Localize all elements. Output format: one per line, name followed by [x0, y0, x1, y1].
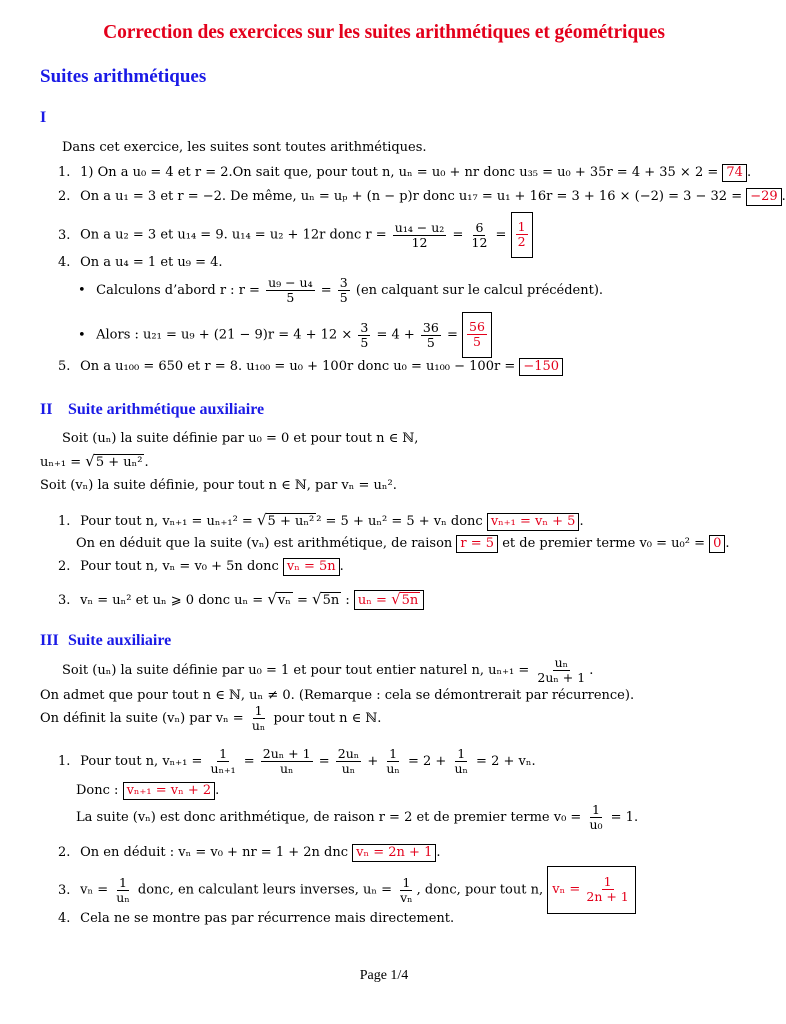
item-text: et de premier terme v₀ = u₀² = [502, 536, 705, 551]
item-text: + [367, 754, 379, 769]
denominator: 2uₙ + 1 [537, 670, 586, 685]
denominator: 5 [426, 334, 435, 350]
part-ii-label: II [40, 401, 53, 418]
item-number: 2. [58, 189, 71, 204]
part-ii-item-3 [58, 590, 424, 610]
part-ii-title: Suite arithmétique auxiliaire [68, 401, 265, 418]
part-iii-item-1-conclusion [76, 798, 638, 838]
numerator: 36 [422, 319, 439, 335]
bullet-icon: • [78, 327, 86, 343]
numerator: 1 [119, 874, 127, 890]
item-text: On a u₄ = 1 et u₉ = 4. [80, 255, 223, 270]
bullet-text: (en calquant sur le calcul précédent). [355, 283, 604, 298]
part-i-item-1: 1. 1) On a u₀ = 4 et r = 2.On sait que, pour tout n, uₙ = u₀ + nr donc u₃₅ = u₀ + 35r = 4 + 35 × 2 = 74 . [58, 165, 752, 180]
part-i-label: I [40, 109, 47, 126]
fraction [338, 276, 350, 305]
part-ii-intro-1: Soit (uₙ) la suite définie par u₀ = 0 et pour tout n ∈ ℕ, [62, 431, 419, 446]
numerator: 1 [517, 219, 526, 234]
intro-text: On définit la suite (vₙ) par vₙ = [40, 711, 244, 726]
answer-box: −29 [746, 188, 781, 206]
fraction [336, 747, 361, 776]
bullet-text: Alors : u₂₁ = u₉ + (21 − 9)r = 4 + 12 × [96, 327, 353, 343]
numerator: uₙ [554, 655, 569, 670]
denominator: 12 [411, 234, 428, 250]
part-iii-item-3 [58, 866, 636, 908]
answer-box [354, 590, 424, 610]
answer-box [511, 212, 533, 258]
numerator: u₁₄ − u₂ [394, 219, 445, 235]
denominator: 2n + 1 [586, 889, 629, 904]
fraction [587, 803, 604, 832]
part-iii-item-2: 2. On en déduit : vₙ = v₀ + nr = 1 + 2n dnc vₙ = 2n + 1 . [58, 845, 441, 860]
part-ii-heading [40, 401, 264, 419]
answer-box: vₙ = 2n + 1 [352, 844, 436, 862]
sqrt-icon: √ [312, 590, 322, 608]
numerator: 1 [254, 703, 263, 718]
denominator: 12 [471, 234, 488, 250]
answer-box: 74 [722, 164, 747, 182]
numerator: 3 [339, 275, 348, 290]
item-text: = [296, 593, 308, 608]
numerator: 1 [457, 746, 466, 761]
radicand: 5 + uₙ² [95, 455, 143, 470]
radicand: 5n [322, 593, 340, 608]
answer-text: vₙ = [552, 882, 581, 897]
intro-text: pour tout n ∈ ℕ. [273, 711, 382, 726]
section-title: Suites arithmétiques [40, 66, 207, 87]
bullet-text: Calculons d’abord r : r = [96, 283, 260, 298]
fraction [358, 321, 370, 350]
denominator: 5 [472, 334, 481, 349]
part-iii-intro-3 [40, 700, 381, 738]
radicand: vₙ [277, 593, 291, 608]
item-text: donc, en calculant leurs inverses, uₙ = [137, 882, 392, 898]
part-i-item-3: 3. On a u₂ = 3 et u₁₄ = 9. u₁₄ = u₂ + 12r donc r = $\frac{\text{u₁₄ − u₂}}{12}$ = $\frac{6}{12}$ = $\frac{1}{2}$ [58, 212, 533, 252]
numerator: 1 [603, 874, 612, 889]
bullet-text: = 4 + [376, 327, 415, 343]
item-text: = 1. [610, 810, 639, 825]
answer-box: vₙ₊₁ = vₙ + 2 [123, 782, 216, 800]
part-i-heading [40, 109, 46, 127]
denominator: vₙ [400, 889, 413, 905]
fraction [250, 704, 267, 733]
item-text: : [345, 593, 350, 608]
part-ii-item-1-line-2: On en déduit que la suite (vₙ) est arithmétique, de raison r = 5 et de premier terme v₀ = u₀² = 0 . [76, 536, 730, 551]
numerator: 1 [592, 802, 600, 817]
item-number: 4. [58, 911, 71, 926]
item-text: Pour tout n, vₙ = v₀ + 5n donc [80, 559, 279, 574]
sqrt-icon: √ [85, 452, 95, 470]
denominator: uₙ [341, 761, 356, 776]
answer-box: 0 [709, 535, 725, 553]
part-iii-item-1: 1. Pour tout n, vₙ₊₁ = $\frac{1}{\text{uₙ₊₁}}$ = $\frac{\text{2uₙ + 1}}{\text{uₙ}}$ = $\frac{\text{2uₙ}}{\text{uₙ}}$ + $\frac{1}{\text{uₙ}}$ = 2 + $\frac{1}{\text{uₙ}}$ = 2 + vₙ. [58, 742, 536, 782]
fraction [266, 276, 315, 305]
part-iii-item-1-donc: Donc : vₙ₊₁ = vₙ + 2 . [76, 783, 220, 798]
item-text: 1) On a u₀ = 4 et r = 2.On sait que, pour tout n, uₙ = u₀ + nr donc u₃₅ = u₀ + 35r = 4 + 35 × 2 = [80, 165, 719, 180]
numerator: 1 [389, 746, 398, 761]
fraction [452, 747, 469, 776]
numerator: 2uₙ [337, 746, 360, 761]
denominator: 2 [517, 234, 526, 249]
part-iii-item-4 [58, 911, 454, 927]
denominator: uₙ [279, 761, 294, 776]
item-number: 2. [58, 845, 71, 860]
item-number: 3. [58, 593, 71, 608]
numerator: 1 [219, 746, 228, 761]
part-i-item-4-bullet-2: • Alors : u₂₁ = u₉ + (21 − 9)r = 4 + 12 × $\frac{3}{5}$ = 4 + $\frac{36}{5}$ = $\frac{56}{5}$ [78, 312, 492, 352]
item-number: 3. [58, 227, 71, 243]
item-text: On en déduit que la suite (vₙ) est arithmétique, de raison [76, 536, 453, 551]
item-number: 1. [58, 165, 71, 180]
numerator: 56 [469, 319, 485, 334]
part-iii-title: Suite auxiliaire [68, 632, 172, 649]
item-text: = 2 + vₙ. [476, 754, 536, 769]
fraction [209, 747, 238, 776]
part-iii-intro-1: Soit (uₙ) la suite définie par u₀ = 1 et pour tout entier naturel n, uₙ₊₁ = $\frac{\text{uₙ}}{\text{2uₙ + 1}}$ . [62, 655, 594, 685]
denominator: 5 [339, 290, 348, 305]
fraction [384, 747, 401, 776]
item-text: On en déduit : vₙ = v₀ + nr = 1 + 2n dnc [80, 845, 348, 860]
item-text: Donc : [76, 783, 119, 798]
part-i-item-2: 2. On a u₁ = 3 et r = −2. De même, uₙ = uₚ + (n − p)r donc u₁₇ = u₁ + 16r = 3 + 16 × (−2) = 3 − 32 = −29 . [58, 189, 786, 204]
answer-text: uₙ = [357, 593, 387, 608]
denominator: uₙ [116, 889, 130, 905]
part-ii-intro-3: Soit (vₙ) la suite définie, pour tout n ∈ ℕ, par vₙ = uₙ². [40, 478, 397, 493]
item-text: On a u₂ = 3 et u₁₄ = 9. u₁₄ = u₂ + 12r donc r = [80, 227, 387, 243]
item-text: On a u₁ = 3 et r = −2. De même, uₙ = uₚ + (n − p)r donc u₁₇ = u₁ + 16r = 3 + 16 × (−2) = 3 − 32 = [80, 189, 743, 204]
numerator: u₉ − u₄ [268, 275, 313, 290]
radicand: 5 + uₙ² [267, 514, 315, 529]
item-number: 3. [58, 882, 71, 898]
item-text: vₙ = [80, 882, 109, 898]
item-number: 1. [58, 514, 71, 529]
part-ii-item-2: 2. Pour tout n, vₙ = v₀ + 5n donc vₙ = 5n . [58, 559, 344, 574]
document-title: Correction des exercices sur les suites arithmétiques et géométriques [103, 22, 665, 43]
sqrt-icon: √ [256, 511, 267, 529]
part-ii-item-1: 1. Pour tout n, vₙ₊₁ = uₙ₊₁² = √5 + uₙ² ² = 5 + uₙ² = 5 + vₙ donc vₙ₊₁ = vₙ + 5 . [58, 511, 584, 529]
item-number: 5. [58, 359, 71, 374]
item-text: Pour tout n, vₙ₊₁ = uₙ₊₁² = [80, 514, 253, 529]
intro-text: Soit (uₙ) la suite définie par u₀ = 1 et pour tout entier naturel n, uₙ₊₁ = [62, 663, 530, 678]
item-text: , donc, pour tout n, [416, 882, 544, 898]
answer-box: r = 5 [456, 535, 498, 553]
denominator: 5 [286, 290, 295, 305]
numerator: 1 [402, 874, 411, 890]
part-iii-heading [40, 632, 171, 650]
item-text: vₙ = uₙ² et uₙ ⩾ 0 donc uₙ = [80, 593, 264, 608]
intro-text: uₙ₊₁ = [40, 455, 82, 470]
part-i-item-5 [58, 358, 563, 376]
denominator: uₙ [454, 761, 468, 776]
answer-box: −150 [519, 358, 563, 376]
bullet-icon: • [78, 283, 86, 298]
item-number: 2. [58, 559, 71, 574]
part-i-intro: Dans cet exercice, les suites sont toutes arithmétiques. [62, 140, 427, 155]
item-text: Cela ne se montre pas par récurrence mais directement. [80, 911, 455, 926]
answer-box [547, 866, 636, 914]
denominator: uₙ [386, 761, 400, 776]
part-iii-label: III [40, 632, 59, 649]
denominator: uₙ₊₁ [210, 761, 236, 776]
sqrt-icon: √ [391, 590, 401, 608]
numerator: 3 [360, 319, 369, 335]
fraction [535, 656, 587, 685]
part-iii-intro-2: On admet que pour tout n ∈ ℕ, uₙ ≠ 0. (Remarque : cela se démontrerait par récurrence). [40, 688, 635, 703]
denominator: u₀ [589, 817, 603, 832]
item-text: = 2 + [407, 754, 447, 769]
item-text: Pour tout n, vₙ₊₁ = [80, 754, 203, 769]
fraction [114, 876, 131, 905]
item-text: La suite (vₙ) est donc arithmétique, de raison r = 2 et de premier terme v₀ = [76, 810, 582, 825]
numerator: 2uₙ + 1 [262, 746, 311, 761]
sqrt-icon: √ [267, 590, 277, 608]
part-i-item-4 [58, 255, 223, 271]
fraction [470, 221, 490, 250]
denominator: uₙ [251, 718, 266, 733]
answer-box: vₙ₊₁ = vₙ + 5 [487, 513, 580, 531]
fraction [261, 747, 313, 776]
fraction [398, 876, 414, 905]
part-i-item-4-bullet-1: • Calculons d’abord r : r = $\frac{\text{u₉ − u₄}}{5}$ = $\frac{3}{5}$ (en calquant sur le calcul précédent). [78, 272, 603, 310]
answer-box [462, 312, 492, 358]
fraction [421, 321, 441, 350]
part-ii-intro-2: uₙ₊₁ = √5 + uₙ² . [40, 452, 149, 470]
item-number: 4. [58, 255, 71, 270]
item-text: ² = 5 + uₙ² = 5 + vₙ donc [316, 514, 483, 529]
denominator: 5 [360, 334, 369, 350]
radicand: 5n [401, 593, 419, 608]
page-footer: Page 1/4 [359, 968, 409, 983]
item-text: On a u₁₀₀ = 650 et r = 8. u₁₀₀ = u₀ + 100r donc u₀ = u₁₀₀ − 100r = [80, 359, 516, 374]
answer-box: vₙ = 5n [283, 558, 340, 576]
numerator: 6 [475, 219, 484, 235]
fraction [393, 221, 447, 250]
item-number: 1. [58, 754, 71, 769]
